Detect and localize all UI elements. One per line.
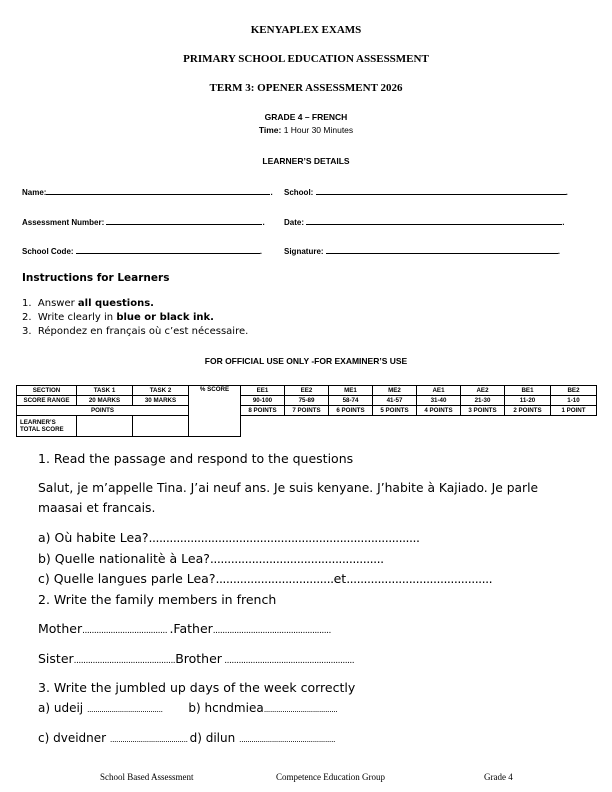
instruction-1-bold: all questions. [77,298,154,309]
task2-score-cell[interactable] [133,416,189,437]
q2-row-2[interactable] [38,651,354,666]
q3d-answer-line[interactable]: ............................................... [239,735,336,744]
total-label-1: LEARNER’S [20,419,56,426]
assessment-title: PRIMARY SCHOOL EDUCATION ASSESSMENT [183,53,429,65]
q3a-text: a) udeij [38,701,84,715]
table-cell: 8 POINTS [241,406,285,416]
q1b-answer-line[interactable]: .................................................. [209,551,384,566]
total-label-2: TOTAL SCORE [20,426,64,433]
q3b-answer-line[interactable]: .................................... [263,705,338,714]
q1c-answer-line-2[interactable]: .......................................... [346,571,493,586]
instruction-1-text: 1. Answer [22,298,78,309]
name-field[interactable]: Name: . [22,188,273,197]
q1a-text: a) Où habite Lea? [38,530,149,545]
q3-title: 3. Write the jumbled up days of the week correctly [38,680,356,695]
footer-right: Grade 4 [484,772,513,782]
father-answer-line[interactable]: .................................................. [212,626,331,636]
table-cell: 75-89 [285,396,329,406]
instruction-item-1 [22,298,154,309]
footer-middle: Competence Education Group [276,772,385,782]
q2-title: 2. Write the family members in french [38,592,277,607]
q3-row-1[interactable] [38,701,337,715]
q3c-text: c) dveidner [38,731,107,745]
table-cell: EE2 [285,386,329,396]
table-cell: 6 POINTS [329,406,373,416]
exam-provider-title: KENYAPLEX EXAMS [250,24,362,36]
table-cell: 11-20 [505,396,551,406]
learner-details-heading: LEARNER’S DETAILS [262,156,350,166]
table-cell: 30 MARKS [133,396,189,406]
table-cell: AE2 [461,386,505,396]
table-cell: TASK 1 [77,386,133,396]
q1b-text: b) Quelle nationalitè à Lea? [38,551,210,566]
table-cell [17,416,77,437]
table-cell: 1 POINT [551,406,597,416]
q3b-text: b) hcndmiea [188,701,264,715]
q1c-question[interactable] [38,571,492,586]
table-cell: 31-40 [417,396,461,406]
table-cell: BE2 [551,386,597,396]
table-cell: 7 POINTS [285,406,329,416]
table-cell: % SCORE [189,386,241,437]
assessment-number-field[interactable]: Assessment Number: . [22,218,265,227]
grade-subject: GRADE 4 – FRENCH [264,112,348,122]
q1-title: 1. Read the passage and respond to the questions [38,451,354,466]
table-cell: POINTS [17,406,189,416]
brother-answer-line[interactable]: ....................................................... [221,656,355,666]
school-code-field[interactable]: School Code: . [22,247,263,256]
table-cell: SCORE RANGE [17,396,77,406]
instruction-item-2 [22,312,214,323]
table-cell: BE1 [505,386,551,396]
table-cell: ME1 [329,386,373,396]
signature-field[interactable]: Signature: . [284,247,561,256]
table-cell: 41-57 [373,396,417,406]
table-cell: 58-74 [329,396,373,406]
time-label: Time: [258,125,282,135]
learner-total-row [17,416,597,437]
q1c-answer-line-1[interactable]: .................................. [215,571,334,586]
q1-passage-line-1: Salut, je m’appelle Tina. J’ai neuf ans. Je suis kenyane. J’habite à Kajiado. Je parle [38,481,539,495]
official-use-heading: FOR OFFICIAL USE ONLY -FOR EXAMINER’S USE [204,356,408,366]
instruction-2-bold: blue or black ink. [116,312,214,323]
time-allowed [0,125,612,135]
signature-label: Signature: [284,247,324,256]
table-cell: ME2 [373,386,417,396]
footer-left: School Based Assessment [100,772,194,782]
term-title: TERM 3: OPENER ASSESSMENT 2026 [209,82,403,94]
table-cell: 20 MARKS [77,396,133,406]
time-value: 1 Hour 30 Minutes [281,125,354,135]
table-cell: EE1 [241,386,285,396]
q1-passage-line-2: maasai et francais. [38,501,156,515]
table-cell: 2 POINTS [505,406,551,416]
table-cell: TASK 2 [133,386,189,396]
school-code-label: School Code: [22,247,74,256]
instruction-item-3: 3. Répondez en français où c’est nécessaire. [22,326,249,337]
table-cell: 90-100 [241,396,285,406]
score-range-row [17,396,597,406]
table-cell: 1-10 [551,396,597,406]
sister-label: Sister [38,651,74,666]
table-cell: SECTION [17,386,77,396]
brother-label: Brother [175,651,222,666]
instructions-heading: Instructions for Learners [22,272,170,284]
mother-answer-line[interactable]: .................................... [82,626,170,636]
sister-answer-line[interactable]: ........................................... [73,656,176,666]
mother-label: Mother [38,621,83,636]
q3c-answer-line[interactable]: ...................................... [109,735,190,744]
table-blank [241,416,597,437]
table-cell: 5 POINTS [373,406,417,416]
father-label: .Father [169,621,213,636]
table-cell: 21-30 [461,396,505,406]
instruction-2-text: 2. Write clearly in [22,312,117,323]
date-field[interactable]: Date: . [284,218,565,227]
name-label: Name: [22,188,47,197]
assessment-number-label: Assessment Number: [22,218,105,227]
score-table [16,385,597,437]
score-table-header-row [17,386,597,396]
date-label: Date: [284,218,305,227]
q1c-text: c) Quelle langues parle Lea? [38,571,216,586]
table-cell: AE1 [417,386,461,396]
points-row [17,406,597,416]
q3a-answer-line[interactable]: ..................................... [86,705,163,714]
q1a-answer-line[interactable]: .............................................................................. [148,530,420,545]
q1b-question[interactable] [38,551,384,566]
table-cell: 4 POINTS [417,406,461,416]
table-cell: 3 POINTS [461,406,505,416]
school-field[interactable]: School: . [284,188,568,197]
school-label: School: [284,188,314,197]
q1c-conjunction: et [333,571,347,586]
task1-score-cell[interactable] [77,416,133,437]
q1a-question[interactable] [38,530,419,545]
q3d-text: d) dilun [189,731,236,745]
q2-row-1[interactable] [38,621,331,636]
q3-row-2[interactable] [38,731,335,745]
